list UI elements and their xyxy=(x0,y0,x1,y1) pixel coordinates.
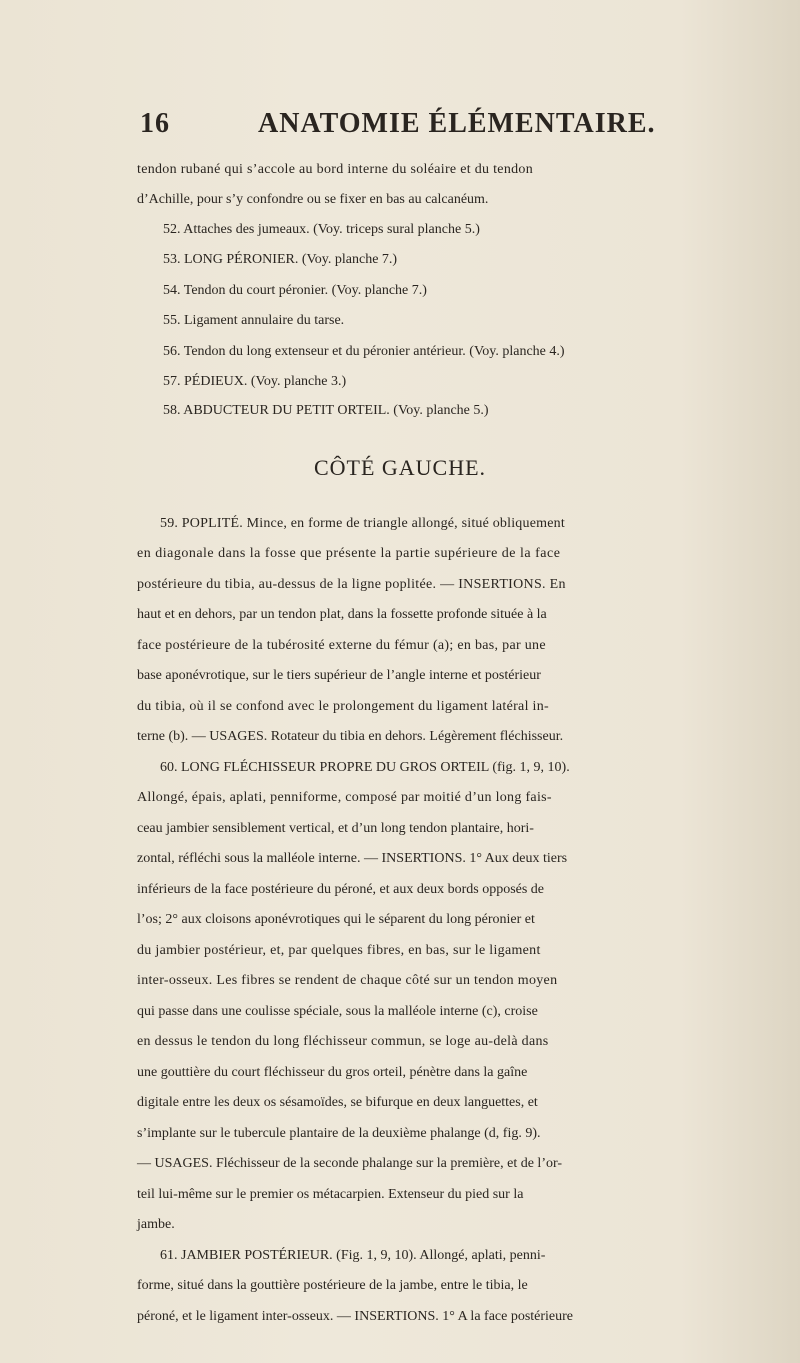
legend-item: 57. PÉDIEUX. (Voy. planche 3.) xyxy=(163,374,347,389)
text-line: forme, situé dans la gouttière postérieure de la jambe, entre le tibia, le xyxy=(137,1278,528,1293)
text-line: une gouttière du court fléchisseur du gros orteil, pénètre dans la gaîne xyxy=(137,1065,528,1080)
text-line: inférieurs de la face postérieure du péroné, et aux deux bords opposés de xyxy=(137,882,545,897)
text-line: base aponévrotique, sur le tiers supérieur de l’angle interne et postérieur xyxy=(137,668,541,683)
text-line: postérieure du tibia, au-dessus de la ligne poplitée. — INSERTIONS. En xyxy=(137,577,566,592)
text-line: teil lui-même sur le premier os métacarpien. Extenseur du pied sur la xyxy=(137,1187,524,1202)
text-line: haut et en dehors, par un tendon plat, dans la fossette profonde située à la xyxy=(137,607,547,622)
legend-item: 53. LONG PÉRONIER. (Voy. planche 7.) xyxy=(163,252,398,267)
legend-item: 55. Ligament annulaire du tarse. xyxy=(163,313,345,328)
text-line: qui passe dans une coulisse spéciale, sous la malléole interne (c), croise xyxy=(137,1004,538,1019)
text-line: — USAGES. Fléchisseur de la seconde phalange sur la première, et de l’or- xyxy=(137,1156,563,1171)
text-line: 60. LONG FLÉCHISSEUR PROPRE DU GROS ORTEIL (fig. 1, 9, 10). xyxy=(160,760,570,775)
legend-item: 58. ABDUCTEUR DU PETIT ORTEIL. (Voy. planche 5.) xyxy=(163,403,489,418)
text-line: du tibia, où il se confond avec le prolongement du ligament latéral in- xyxy=(137,699,550,714)
text-line: l’os; 2° aux cloisons aponévrotiques qui le séparent du long péronier et xyxy=(137,912,535,927)
text-line: s’implante sur le tubercule plantaire de la deuxième phalange (d, fig. 9). xyxy=(137,1126,541,1141)
text-line: terne (b). — USAGES. Rotateur du tibia en dehors. Légèrement fléchisseur. xyxy=(137,729,564,744)
text-line: jambe. xyxy=(137,1217,175,1232)
text-line: face postérieure de la tubérosité externe du fémur (a); en bas, par une xyxy=(137,638,546,653)
text-line: 61. JAMBIER POSTÉRIEUR. (Fig. 1, 9, 10). Allongé, aplati, penni- xyxy=(160,1248,546,1263)
text-line: ceau jambier sensiblement vertical, et d’un long tendon plantaire, hori- xyxy=(137,821,534,836)
text-line: péroné, et le ligament inter-osseux. — INSERTIONS. 1° A la face postérieure xyxy=(137,1309,574,1324)
text-line: 59. POPLITÉ. Mince, en forme de triangle allongé, situé obliquement xyxy=(160,516,565,531)
text-line: digitale entre les deux os sésamoïdes, se bifurque en deux languettes, et xyxy=(137,1095,538,1110)
text-line: du jambier postérieur, et, par quelques fibres, en bas, sur le ligament xyxy=(137,943,541,958)
running-title: ANATOMIE ÉLÉMENTAIRE. xyxy=(258,108,656,139)
text-line: d’Achille, pour s’y confondre ou se fixer en bas au calcanéum. xyxy=(137,192,489,207)
text-line: en dessus le tendon du long fléchisseur commun, se loge au-delà dans xyxy=(137,1034,549,1049)
legend-item: 56. Tendon du long extenseur et du péronier antérieur. (Voy. planche 4.) xyxy=(163,344,565,359)
legend-item: 52. Attaches des jumeaux. (Voy. triceps sural planche 5.) xyxy=(163,222,480,237)
text-line: zontal, réfléchi sous la malléole interne. — INSERTIONS. 1° Aux deux tiers xyxy=(137,851,568,866)
text-line: tendon rubané qui s’accole au bord interne du soléaire et du tendon xyxy=(137,162,534,177)
legend-item: 54. Tendon du court péronier. (Voy. planche 7.) xyxy=(163,283,427,298)
text-line: en diagonale dans la fosse que présente la partie supérieure de la face xyxy=(137,546,561,561)
text-line: Allongé, épais, aplati, penniforme, composé par moitié d’un long fais- xyxy=(137,790,552,805)
text-line: inter-osseux. Les fibres se rendent de chaque côté sur un tendon moyen xyxy=(137,973,558,988)
section-heading: CÔTÉ GAUCHE. xyxy=(313,455,487,480)
page-number: 16 xyxy=(140,108,170,139)
